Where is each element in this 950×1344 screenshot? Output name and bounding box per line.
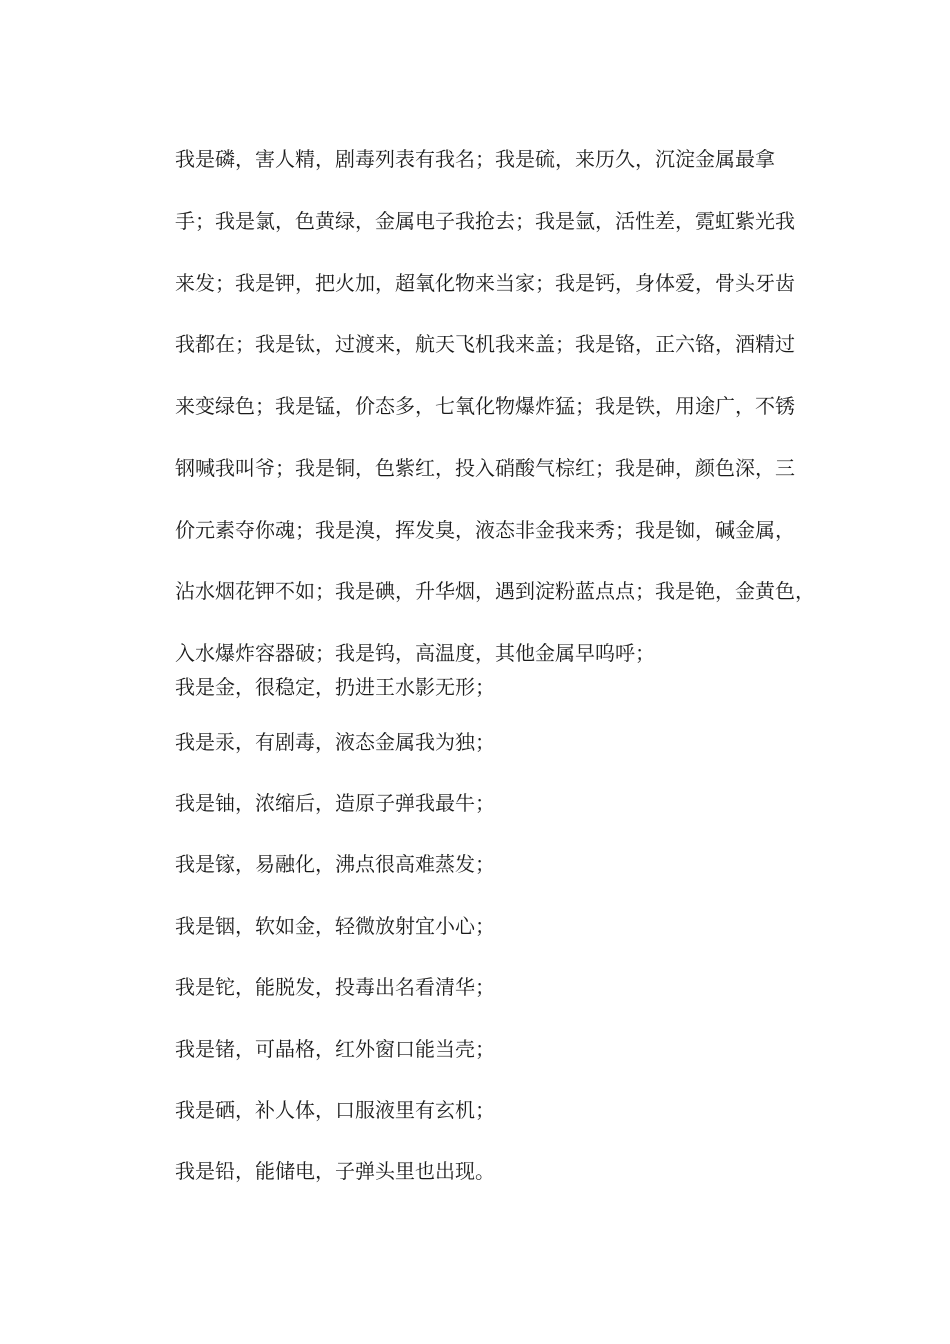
paragraph-line: 沾水烟花钾不如；我是碘，升华烟，遇到淀粉蓝点点；我是铯，金黄色， [175,579,815,603]
list-item: 我是铀，浓缩后，造原子弹我最牛； [175,791,495,815]
list-item: 我是锗，可晶格，红外窗口能当壳； [175,1037,495,1061]
list-item: 我是硒，补人体，口服液里有玄机； [175,1098,495,1122]
list-item: 我是镓，易融化，沸点很高难蒸发； [175,852,495,876]
paragraph-line: 来发；我是钾，把火加，超氧化物来当家；我是钙，身体爱，骨头牙齿 [175,271,795,295]
paragraph-line: 价元素夺你魂；我是溴，挥发臭，液态非金我来秀；我是铷，碱金属， [175,518,795,542]
paragraph-line: 手；我是氯，色黄绿，金属电子我抢去；我是氩，活性差，霓虹紫光我 [175,209,795,233]
paragraph-line: 我都在；我是钛，过渡来，航天飞机我来盖；我是铬，正六铬，酒精过 [175,332,795,356]
list-item: 我是铊，能脱发，投毒出名看清华； [175,975,495,999]
paragraph-line: 我是磷，害人精，剧毒列表有我名；我是硫，来历久，沉淀金属最拿 [175,147,775,171]
list-item: 我是铟，软如金，轻微放射宜小心； [175,914,495,938]
list-item: 我是铅，能储电，子弹头里也出现。 [175,1159,495,1183]
paragraph-line: 来变绿色；我是锰，价态多，七氧化物爆炸猛；我是铁，用途广，不锈 [175,394,795,418]
paragraph-line: 入水爆炸容器破；我是钨，高温度，其他金属早呜呼； [175,641,655,665]
paragraph-line: 钢喊我叫爷；我是铜，色紫红，投入硝酸气棕红；我是砷，颜色深，三 [175,456,795,480]
list-item: 我是汞，有剧毒，液态金属我为独； [175,730,495,754]
list-item: 我是金，很稳定，扔进王水影无形； [175,675,495,699]
